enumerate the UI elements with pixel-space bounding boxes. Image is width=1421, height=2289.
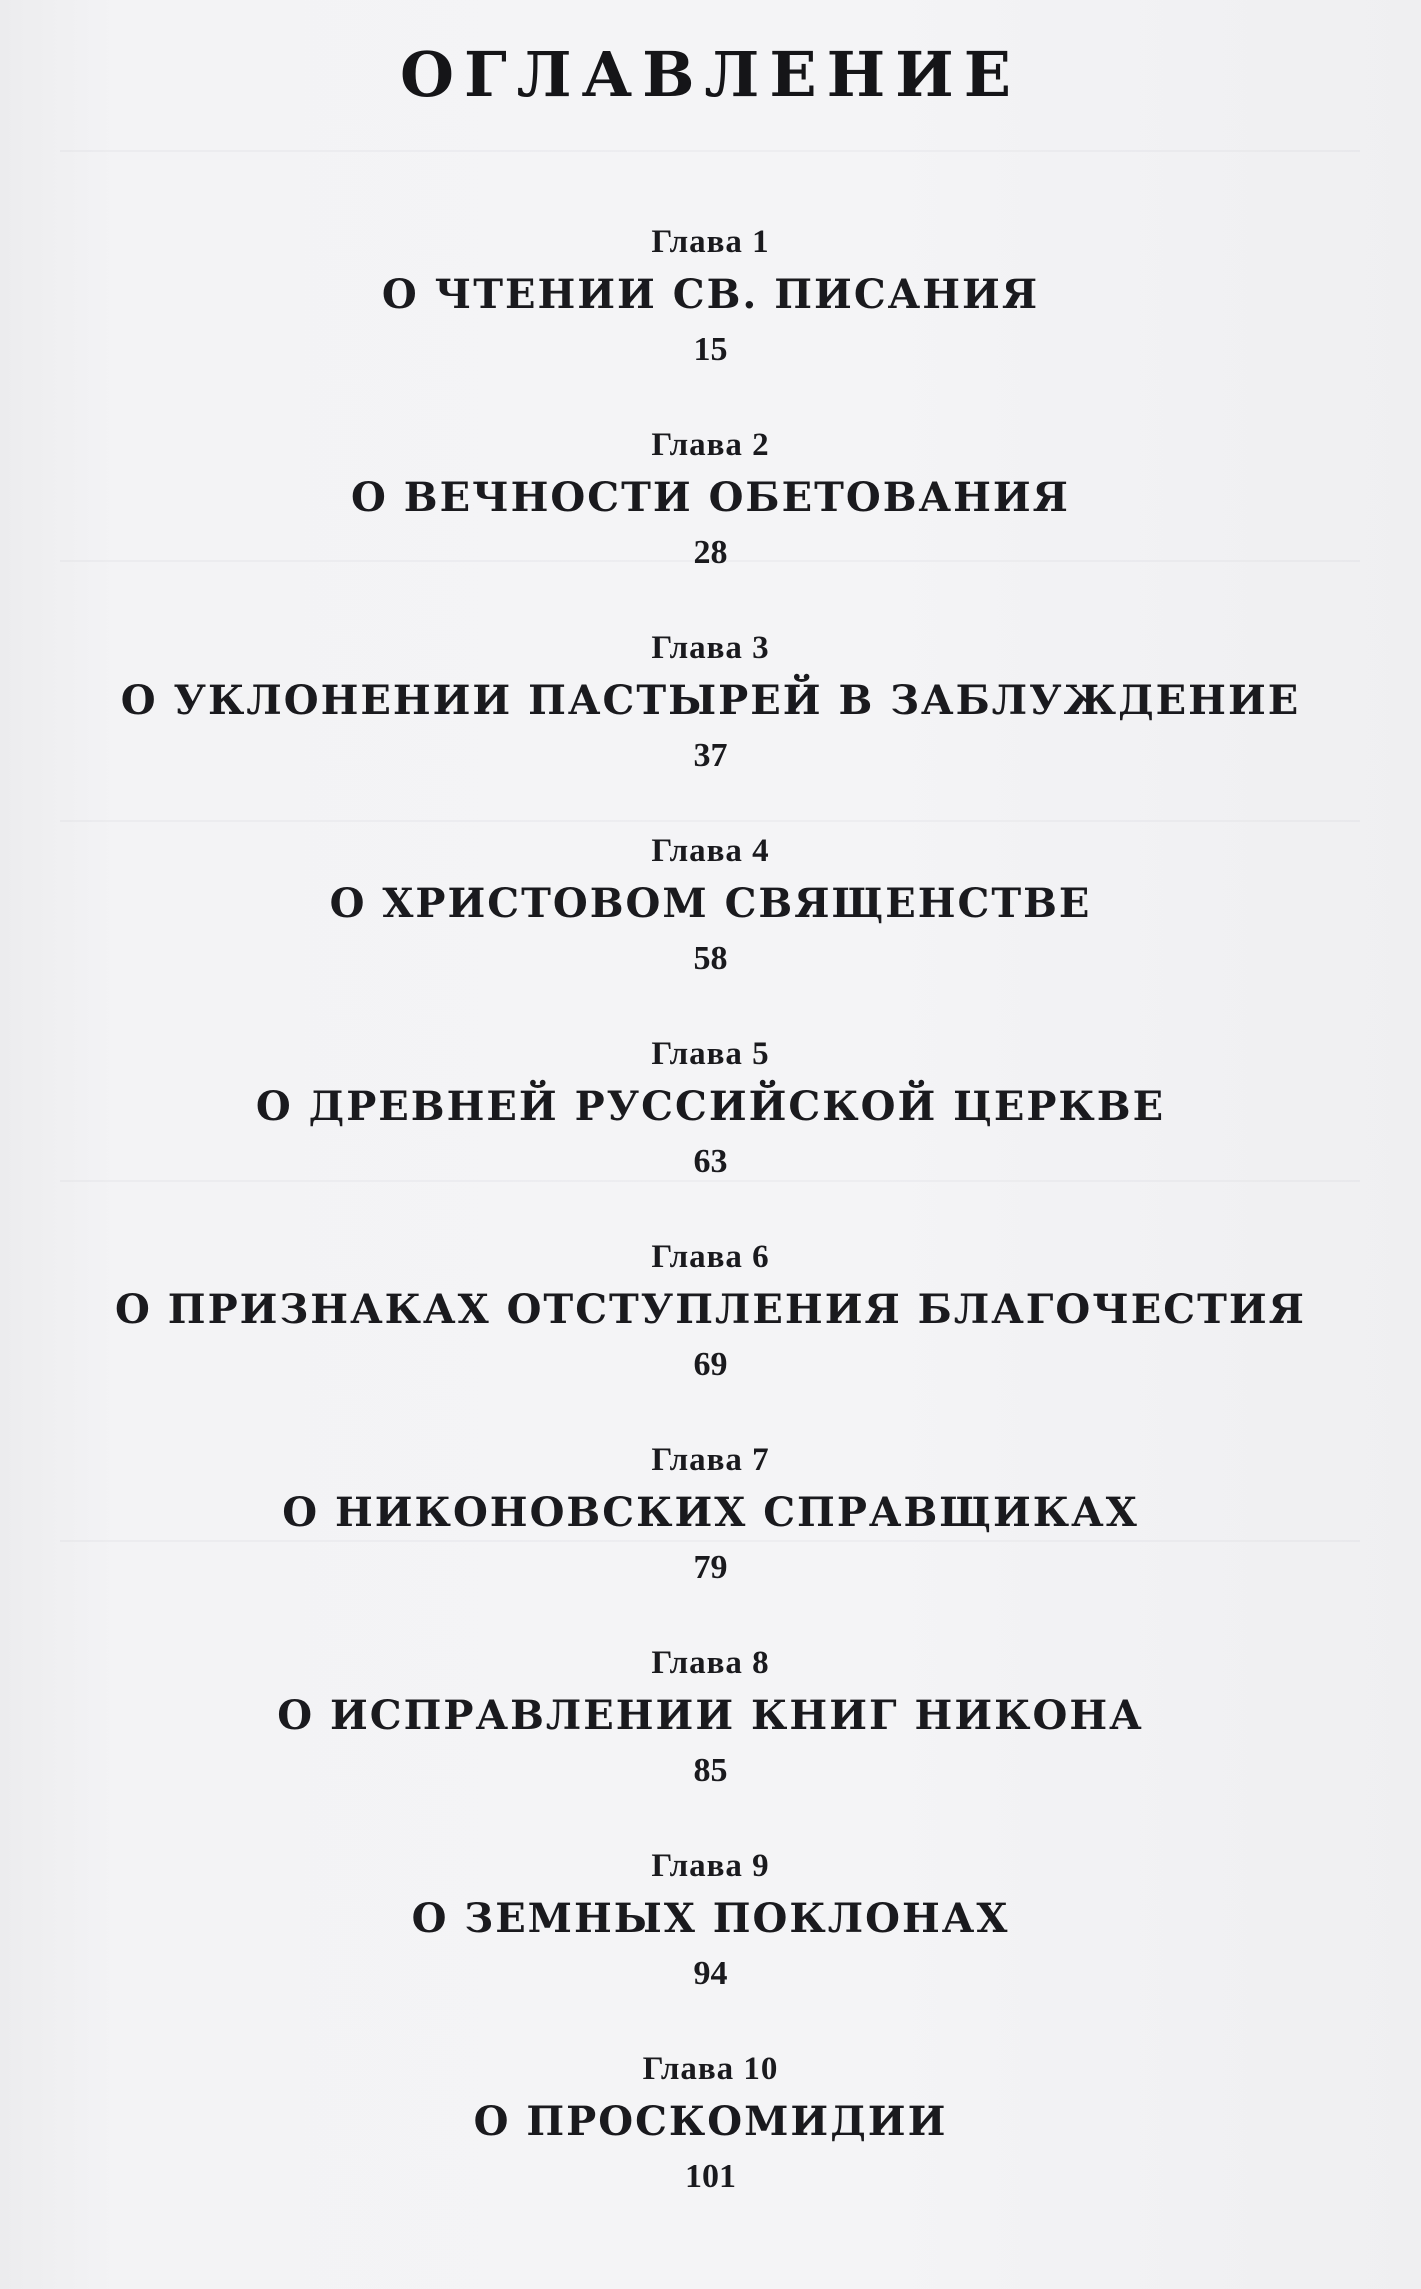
chapter-number: Глава 1 (651, 224, 770, 260)
chapter-page: 79 (693, 1549, 728, 1586)
chapter-number: Глава 10 (642, 2051, 779, 2087)
chapter-number: Глава 5 (651, 1036, 770, 1072)
toc-entry (0, 628, 1421, 778)
toc-entry (0, 1440, 1421, 1590)
toc-entry (0, 1643, 1421, 1793)
chapter-number: Глава 7 (651, 1442, 770, 1478)
toc-entry (0, 2049, 1421, 2199)
chapter-title: О ВЕЧНОСТИ ОБЕТОВАНИЯ (351, 474, 1070, 521)
chapter-page: 63 (693, 1143, 728, 1180)
chapter-number: Глава 2 (651, 427, 770, 463)
chapter-page: 94 (693, 1955, 728, 1992)
toc-entry (0, 1846, 1421, 1996)
chapter-title: О ПРИЗНАКАХ ОТСТУПЛЕНИЯ БЛАГОЧЕСТИЯ (115, 1286, 1306, 1333)
toc-entry (0, 831, 1421, 981)
toc-entry (0, 425, 1421, 575)
chapter-page: 28 (693, 534, 728, 571)
chapter-title: О УКЛОНЕНИИ ПАСТЫРЕЙ В ЗАБЛУЖДЕНИЕ (120, 677, 1301, 724)
chapter-number: Глава 4 (651, 833, 770, 869)
toc-entry (0, 1237, 1421, 1387)
bleed-through-line (60, 820, 1360, 822)
chapter-page: 69 (693, 1346, 728, 1383)
toc-entry (0, 222, 1421, 372)
chapter-title: О ДРЕВНЕЙ РУССИЙСКОЙ ЦЕРКВЕ (255, 1083, 1166, 1130)
chapter-number: Глава 3 (651, 630, 770, 666)
toc-entry (0, 1034, 1421, 1184)
chapter-title: О ЗЕМНЫХ ПОКЛОНАХ (411, 1895, 1010, 1942)
chapter-number: Глава 9 (651, 1848, 770, 1884)
chapter-title: О ЧТЕНИИ СВ. ПИСАНИЯ (381, 271, 1040, 318)
chapter-page: 15 (693, 331, 728, 368)
chapter-page: 37 (693, 737, 728, 774)
chapter-number: Глава 6 (651, 1239, 770, 1275)
chapter-title: О НИКОНОВСКИХ СПРАВЩИКАХ (282, 1489, 1139, 1536)
chapter-page: 101 (685, 2158, 736, 2195)
chapter-title: О ИСПРАВЛЕНИИ КНИГ НИКОНА (277, 1692, 1144, 1739)
bleed-through-line (60, 150, 1360, 152)
chapter-title: О ХРИСТОВОМ СВЯЩЕНСТВЕ (329, 880, 1092, 927)
chapter-title: О ПРОСКОМИДИИ (473, 2098, 948, 2145)
chapter-page: 58 (693, 940, 728, 977)
chapter-page: 85 (693, 1752, 728, 1789)
page-title: ОГЛАВЛЕНИЕ (399, 38, 1022, 111)
chapter-number: Глава 8 (651, 1645, 770, 1681)
